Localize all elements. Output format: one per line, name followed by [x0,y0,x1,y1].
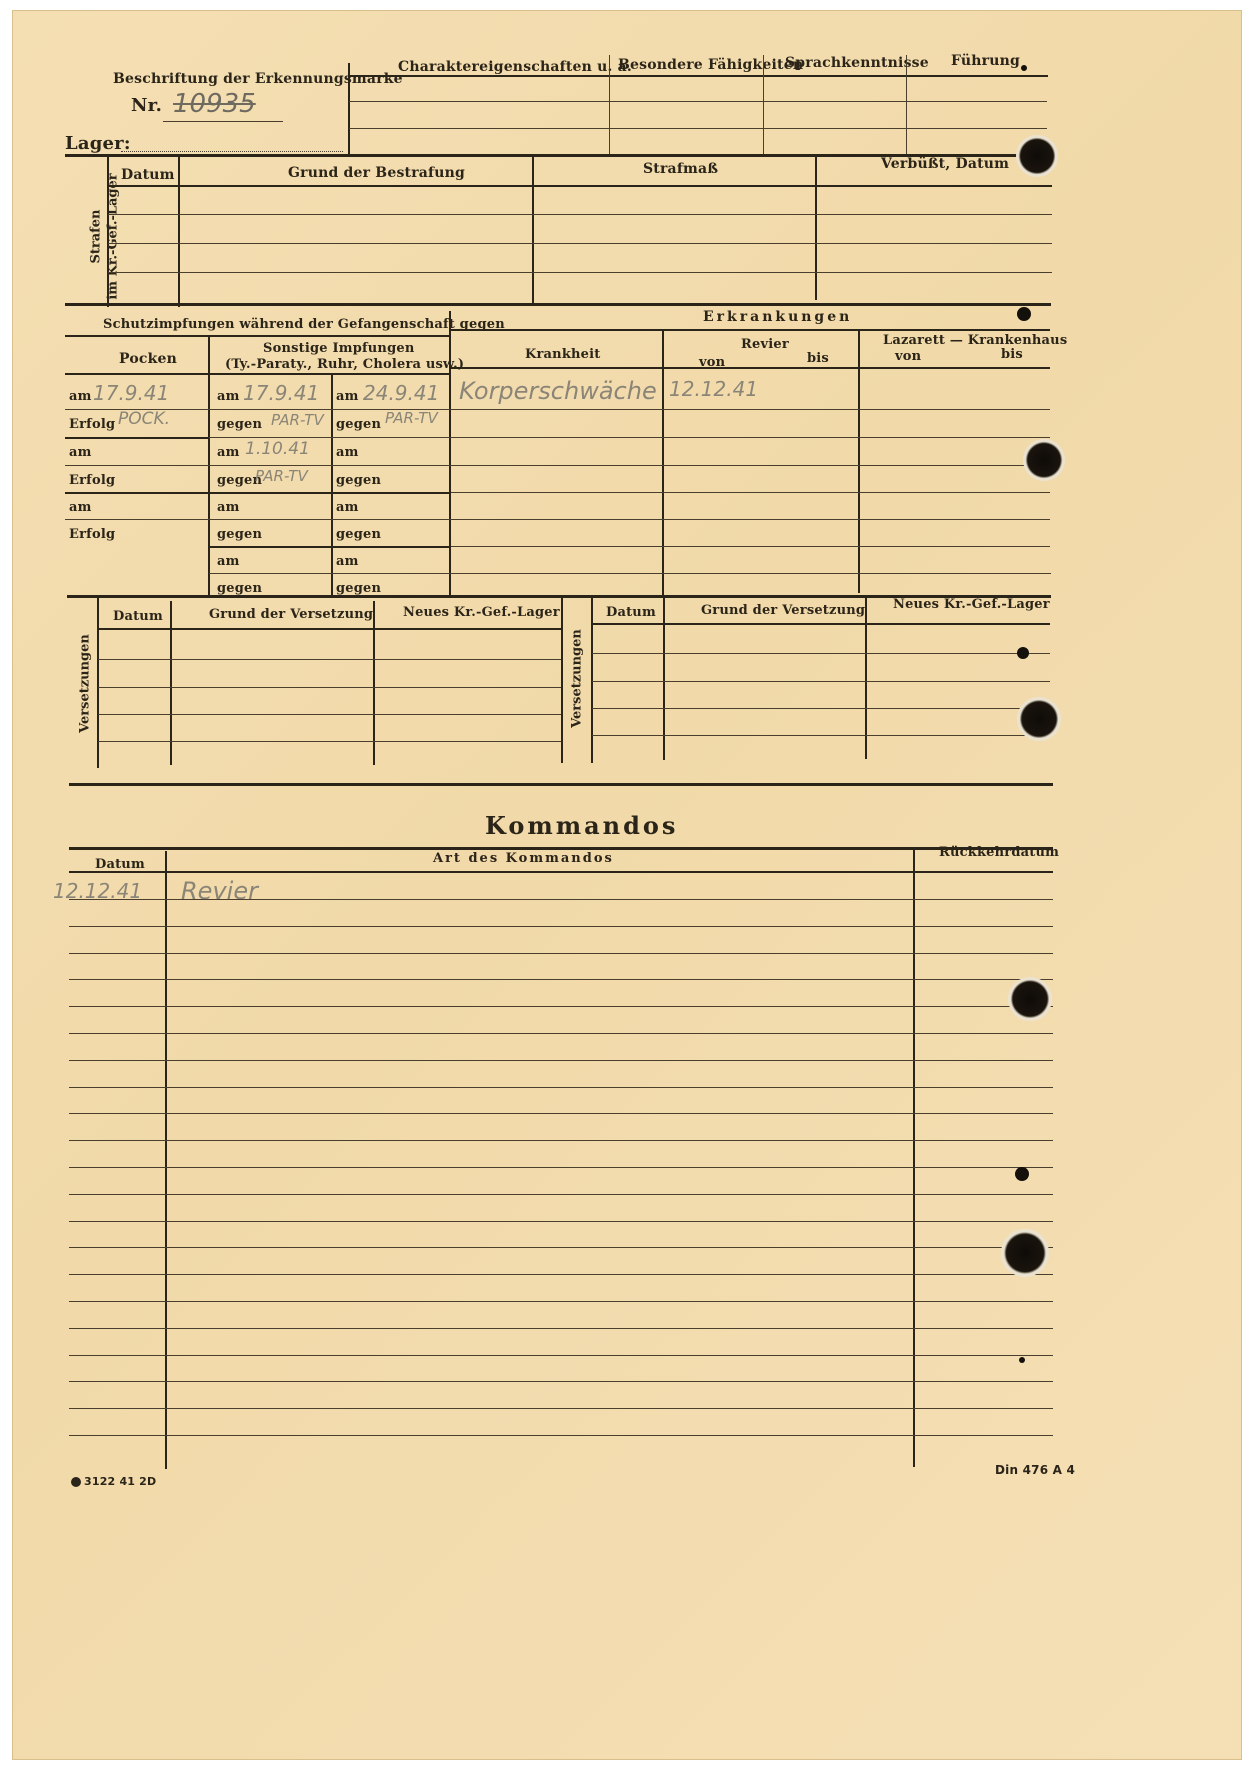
col-sprachen: Sprachkenntnisse [785,55,929,71]
row-am-1: am [69,389,92,404]
other-am-1a-label: am [217,389,240,404]
print-code-text: 3122 41 2D [84,1475,157,1488]
kommando-col-datum: Datum [95,857,145,872]
vacc-other-1: Sonstige Impfungen [263,341,415,356]
penalty-col-grund: Grund der Bestrafung [288,165,466,181]
row-am-3: am [69,500,92,515]
kommando-row-line [69,1221,1053,1222]
din-format: Din 476 A 4 [995,1463,1076,1477]
illness-title: Erkrankungen [703,309,853,325]
other-gegen-2a-label: gegen [217,473,263,488]
hand-other-am-1a: 17.9.41 [243,381,320,405]
row-erfolg-2: Erfolg [69,473,116,488]
kommando-row-line [69,1301,1053,1302]
punch-dot-3 [1015,1167,1029,1181]
punch-mark-top [1021,65,1027,71]
kommando-row-line [69,953,1053,954]
illness-lazarett-von: von [895,349,922,364]
kommando-row-line [69,1355,1053,1356]
penalty-col-verbuesst: Verbüßt, Datum [881,156,1010,172]
kommando-row-line [69,1381,1053,1382]
kommando-row-line [69,1408,1053,1409]
kommando-row-line [69,1194,1053,1195]
other-am-2b-label: am [336,445,359,460]
punch-dot-1 [1017,307,1031,321]
illness-krankheit: Krankheit [525,347,601,362]
kommando-row-line [69,899,1053,900]
kommando-row-line [69,1087,1053,1088]
vacc-pocken: Pocken [119,351,177,367]
col-fuehrung: Führung [951,53,1020,69]
kommando-row-line [69,1140,1053,1141]
punch-hole-2 [1023,439,1065,481]
col-faehigkeiten: Besondere Fähigkeiten [618,57,804,73]
row-am-2: am [69,445,92,460]
transfer-right-lager: Neues Kr.-Gef.-Lager [893,597,1050,612]
penalty-col-strafmass: Strafmaß [643,161,719,177]
punch-hole-4 [1008,977,1052,1021]
transfers-side-label-left: Versetzungen [77,634,93,733]
other-gegen-3b-label: gegen [336,527,382,542]
other-gegen-4b-label: gegen [336,581,382,596]
kommando-row-line [69,1435,1053,1436]
vacc-title: Schutzimpfungen während der Gefangenschaft gegen [103,317,505,332]
kommando-row-line [69,1328,1053,1329]
other-am-3b-label: am [336,500,359,515]
illness-revier-von: von [699,355,726,370]
vacc-other-2: (Ty.-Paraty., Ruhr, Cholera usw.) [225,357,465,372]
illness-lazarett: Lazarett — Krankenhaus [883,333,1068,348]
print-code [71,1475,156,1488]
other-gegen-4a-label: gegen [217,581,263,596]
punch-hole-1 [1016,135,1058,177]
kommandos-title: Kommandos [485,811,679,840]
other-am-4b-label: am [336,554,359,569]
other-gegen-3a-label: gegen [217,527,263,542]
illness-revier: Revier [741,337,789,352]
transfers-side-label-right: Versetzungen [569,629,585,728]
nr-label: Nr. [131,95,163,116]
lager-label: Lager: [65,133,131,154]
col-charakter: Charaktereigenschaften u. a. [398,59,632,75]
row-erfolg-1: Erfolg [69,417,116,432]
kommando-row-line [69,1033,1053,1034]
punch-hole-5 [1001,1229,1049,1277]
transfer-right-grund: Grund der Versetzung [701,603,866,618]
transfer-right-datum: Datum [606,605,656,620]
punch-mark-bottom [1019,1357,1025,1363]
other-gegen-2b-label: gegen [336,473,382,488]
other-am-4a-label: am [217,554,240,569]
kommando-row-line [69,1060,1053,1061]
transfer-left-datum: Datum [113,609,163,624]
kommando-row-line [69,1247,1053,1248]
hand-other-gegen-2a: PAR-TV [255,467,308,485]
hand-revier-von: 12.12.41 [669,377,759,401]
kommando-row-line [69,1167,1053,1168]
other-am-3a-label: am [217,500,240,515]
nr-value: 10935 [173,89,256,119]
print-mark-icon [71,1477,81,1487]
hand-other-gegen-1a: PAR-TV [271,411,324,429]
kommando-col-art: Art des Kommandos [433,851,614,866]
kommando-row-line [69,979,1053,980]
hand-krankheit: Korperschwäche [459,377,657,405]
transfer-left-lager: Neues Kr.-Gef.-Lager [403,605,560,620]
other-am-2a-label: am [217,445,240,460]
row-erfolg-3: Erfolg [69,527,116,542]
kommando-row-line [69,1274,1053,1275]
transfer-left-grund: Grund der Versetzung [209,607,374,622]
document-sheet [12,10,1242,1760]
kommando-col-rueckkehr: Rückkehrdatum [939,845,1060,860]
hand-pocken-am-1: 17.9.41 [93,381,170,405]
other-gegen-1b-label: gegen [336,417,382,432]
hand-kommando-datum: 12.12.41 [53,879,143,903]
kommando-row-line [69,1113,1053,1114]
penalties-side-label-1: Strafen [88,209,104,264]
hand-pocken-erfolg-1: POCK. [118,409,171,429]
hand-other-gegen-1b: PAR-TV [385,409,438,427]
punch-hole-3 [1017,697,1061,741]
kommando-row-line [69,926,1053,927]
other-gegen-1a-label: gegen [217,417,263,432]
hand-other-am-2a: 1.10.41 [245,439,310,459]
penalty-col-datum: Datum [121,167,175,183]
tag-label: Beschriftung der Erkennungsmarke [113,71,403,87]
kommando-row-line [69,1006,1053,1007]
illness-lazarett-bis: bis [1001,347,1023,362]
hand-other-am-1b: 24.9.41 [363,381,440,405]
penalties-side-label-2: im Kr.-Gef.-Lager [105,173,121,300]
punch-dot-2 [1017,647,1029,659]
illness-revier-bis: bis [807,351,829,366]
hand-kommando-art: Revier [181,877,258,905]
other-am-1b-label: am [336,389,359,404]
